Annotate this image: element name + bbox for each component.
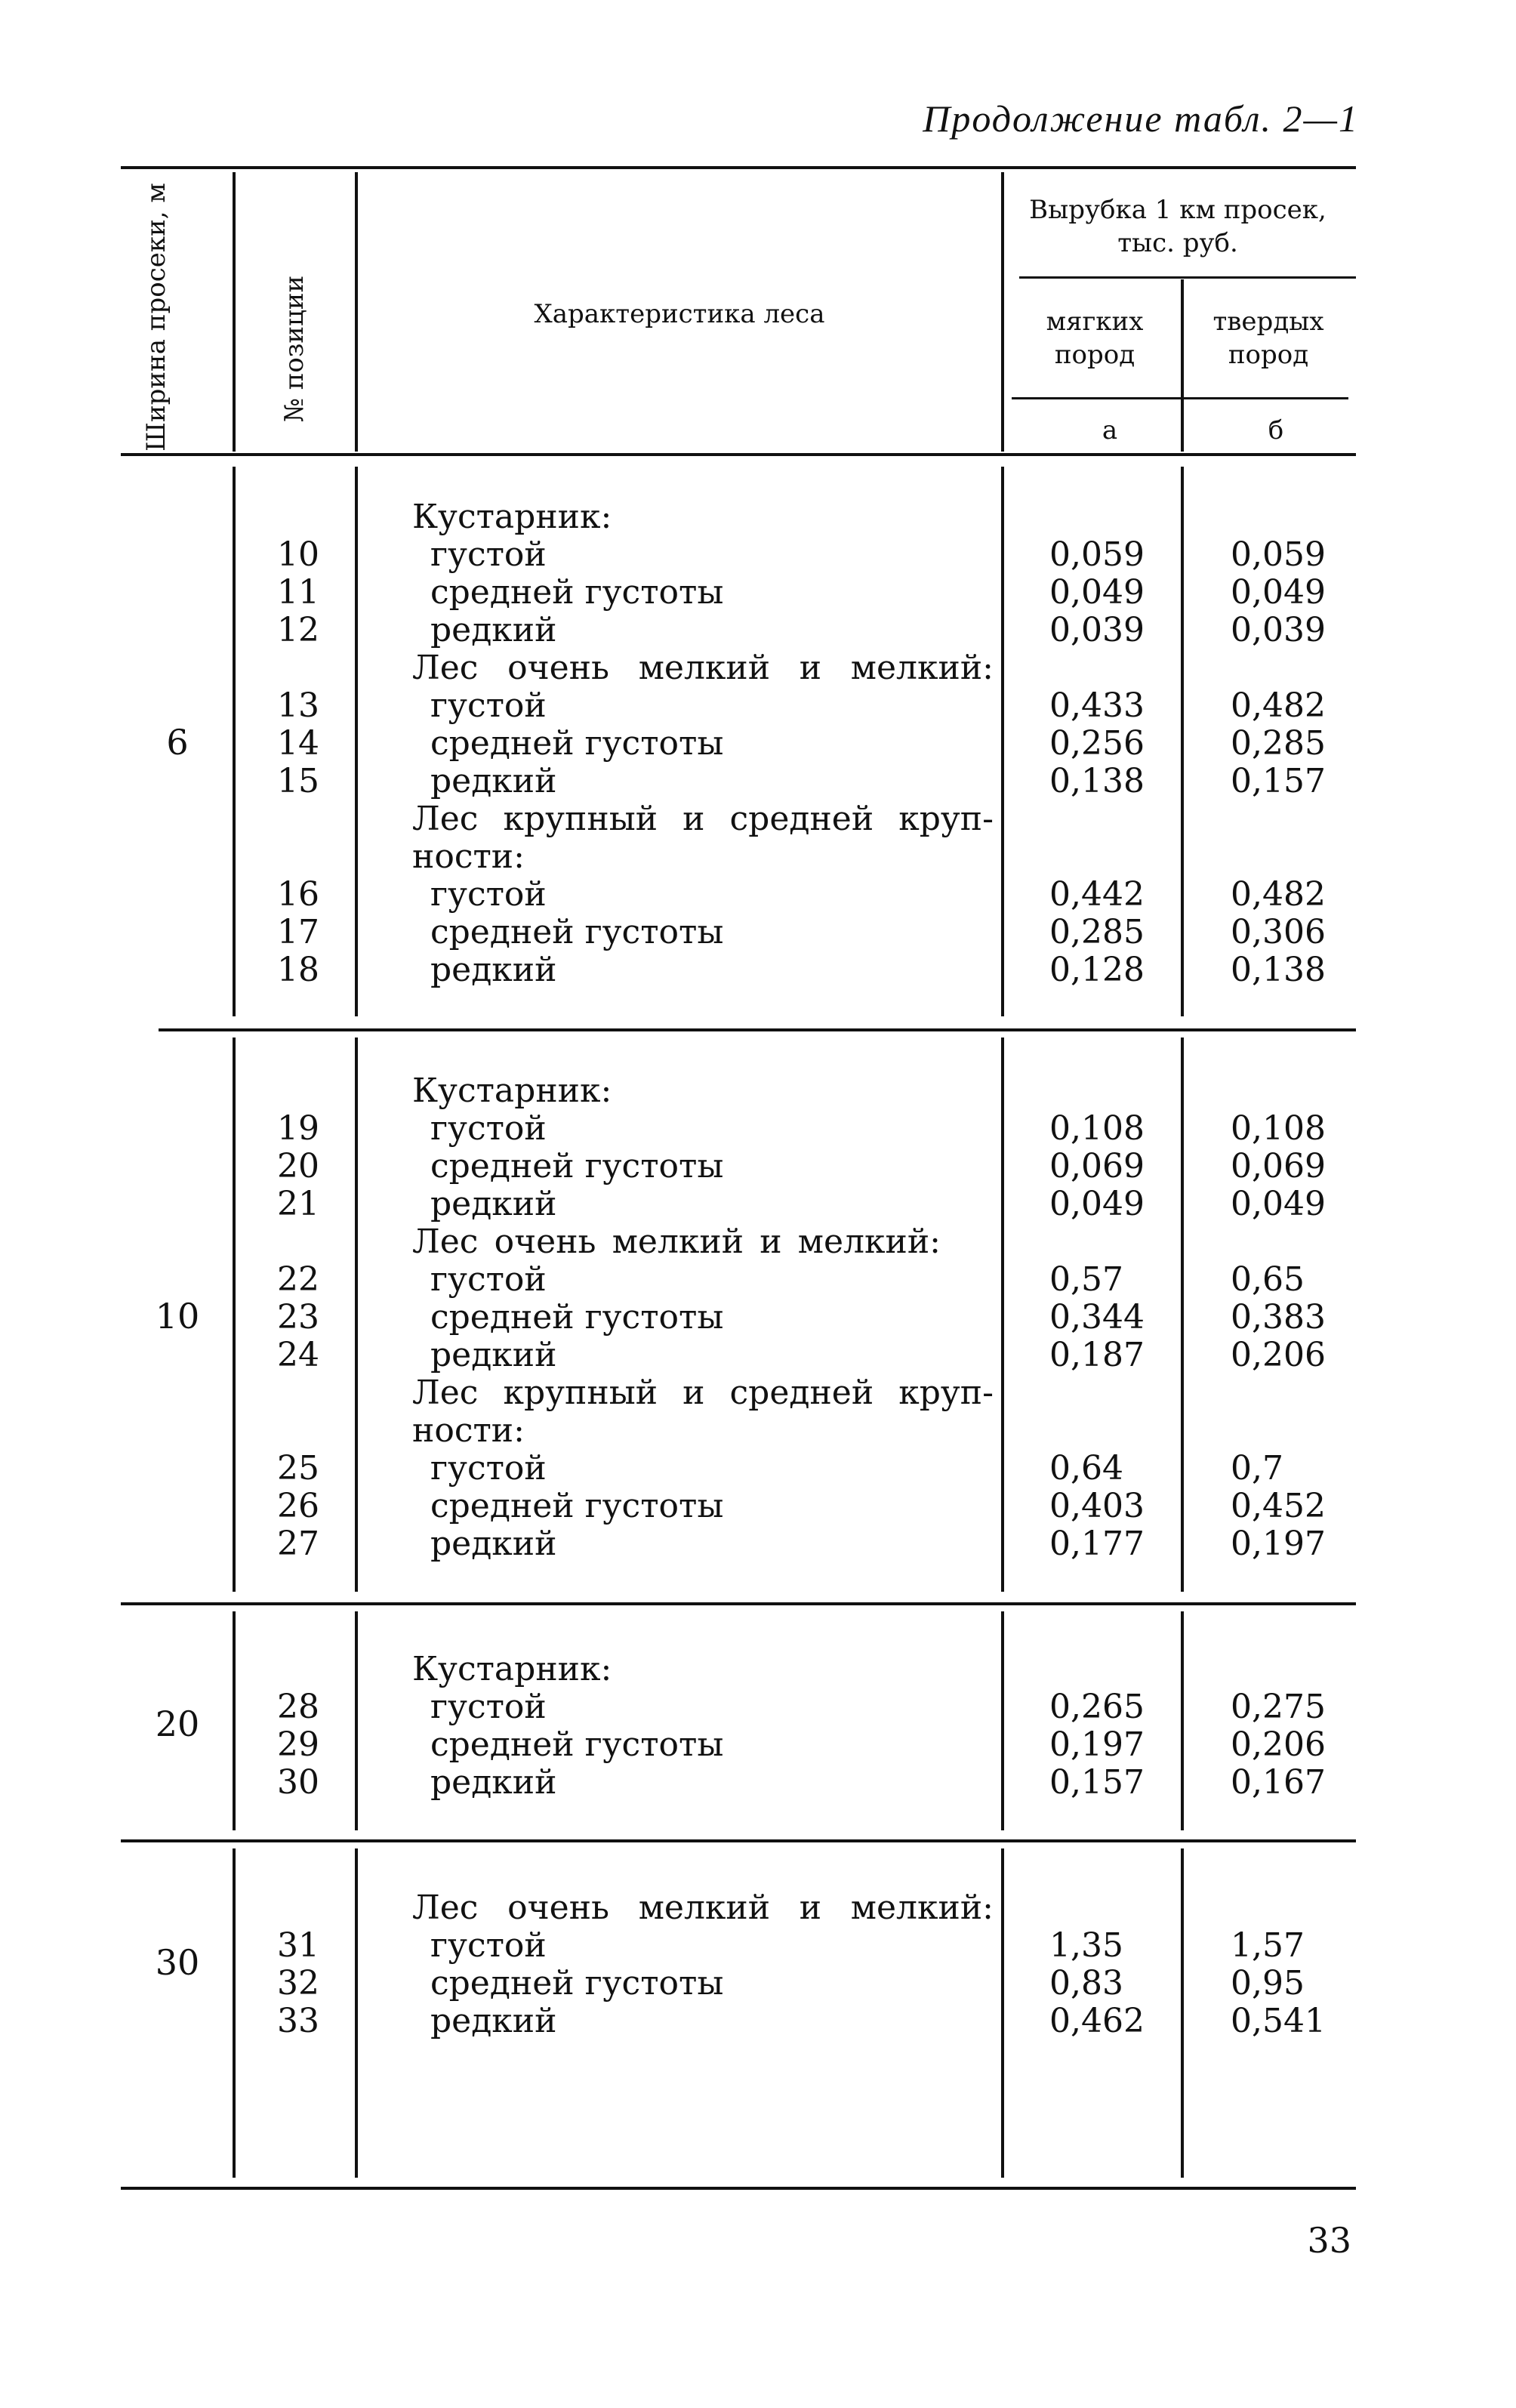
position-number: 28 [277, 1688, 319, 1726]
value-hard: 0,049 [1231, 573, 1326, 612]
rule-group-3-end [121, 1839, 1356, 1842]
position-number: 25 [277, 1449, 319, 1488]
subgroup-heading-cont: ности: [412, 837, 525, 876]
position-number: 27 [277, 1525, 319, 1563]
position-number: 14 [277, 724, 319, 763]
value-hard: 0,452 [1231, 1487, 1326, 1525]
value-hard: 0,306 [1231, 913, 1326, 951]
body-vline-3-g1 [1001, 467, 1004, 1016]
density-label: средней густоты [430, 1147, 724, 1186]
value-hard: 0,167 [1231, 1763, 1326, 1802]
density-label: густой [430, 1688, 547, 1726]
density-label: густой [430, 1926, 547, 1965]
density-label: средней густоты [430, 913, 724, 951]
value-hard: 0,197 [1231, 1525, 1326, 1563]
subgroup-heading-cont: ности: [412, 1411, 525, 1450]
density-label: густой [430, 686, 547, 725]
subgroup-heading: Лес очень мелкий и мелкий: [412, 1222, 941, 1261]
value-soft: 0,83 [1049, 1964, 1123, 2003]
page-number: 33 [1307, 2220, 1351, 2261]
value-soft: 0,265 [1049, 1688, 1145, 1726]
value-soft: 0,128 [1049, 951, 1145, 989]
body-vline-4-g4 [1181, 1848, 1184, 2178]
value-soft: 0,403 [1049, 1487, 1145, 1525]
header-col-a: а [1102, 415, 1118, 446]
position-number: 24 [277, 1336, 319, 1374]
value-soft: 0,64 [1049, 1449, 1123, 1488]
position-number: 20 [277, 1147, 319, 1186]
value-soft: 0,049 [1049, 1185, 1145, 1223]
value-hard: 0,95 [1231, 1964, 1305, 2003]
group-width: 10 [155, 1296, 200, 1337]
position-number: 13 [277, 686, 319, 725]
body-vline-4-g1 [1181, 467, 1184, 1016]
density-label: редкий [430, 1763, 557, 1802]
group-width: 6 [166, 722, 189, 763]
value-hard: 0,383 [1231, 1298, 1326, 1337]
value-hard: 0,65 [1231, 1260, 1305, 1299]
value-soft: 0,442 [1049, 875, 1145, 914]
rule-bottom [121, 2187, 1356, 2190]
subgroup-heading: Лес очень мелкий и мелкий: [412, 649, 994, 687]
subgroup-heading: Лес крупный и средней круп- [412, 1374, 994, 1412]
header-soft: мягких пород [1046, 307, 1144, 370]
density-label: средней густоты [430, 724, 724, 763]
header-col-b: б [1268, 415, 1284, 446]
density-label: средней густоты [430, 1298, 724, 1337]
value-soft: 0,187 [1049, 1336, 1145, 1374]
value-hard: 0,541 [1231, 2002, 1326, 2040]
value-hard: 0,206 [1231, 1336, 1326, 1374]
density-label: средней густоты [430, 573, 724, 612]
position-number: 15 [277, 762, 319, 800]
density-label: редкий [430, 1185, 557, 1223]
position-number: 19 [277, 1109, 319, 1148]
rule-header-mid [1019, 276, 1356, 279]
density-label: средней густоты [430, 1487, 724, 1525]
header-position: № позиции [279, 275, 310, 423]
body-vline-2-g3 [355, 1611, 358, 1830]
subgroup-heading: Лес очень мелкий и мелкий: [412, 1888, 994, 1927]
group-width: 30 [155, 1942, 200, 1983]
subgroup-heading: Лес крупный и средней круп- [412, 800, 994, 838]
group-width: 20 [155, 1703, 200, 1744]
value-hard: 0,049 [1231, 1185, 1326, 1223]
value-hard: 0,482 [1231, 686, 1326, 725]
value-soft: 0,344 [1049, 1298, 1145, 1337]
value-soft: 0,57 [1049, 1260, 1123, 1299]
header-hard: твердых пород [1212, 307, 1324, 370]
value-hard: 0,039 [1231, 611, 1326, 649]
value-soft: 0,049 [1049, 573, 1145, 612]
value-soft: 0,285 [1049, 913, 1145, 951]
body-vline-3-g2 [1001, 1038, 1004, 1592]
value-hard: 0,275 [1231, 1688, 1326, 1726]
value-soft: 0,059 [1049, 535, 1145, 574]
density-label: редкий [430, 1525, 557, 1563]
density-label: густой [430, 875, 547, 914]
position-number: 21 [277, 1185, 319, 1223]
value-hard: 0,069 [1231, 1147, 1326, 1186]
body-vline-2-g1 [355, 467, 358, 1016]
value-hard: 0,285 [1231, 724, 1326, 763]
subgroup-heading: Кустарник: [412, 498, 612, 536]
rule-group-1-end [159, 1028, 1356, 1031]
value-hard: 0,138 [1231, 951, 1326, 989]
value-hard: 0,206 [1231, 1725, 1326, 1764]
position-number: 33 [277, 2002, 319, 2040]
value-hard: 0,157 [1231, 762, 1326, 800]
density-label: густой [430, 1449, 547, 1488]
body-vline-2-g2 [355, 1038, 358, 1592]
value-soft: 0,108 [1049, 1109, 1145, 1148]
value-soft: 0,177 [1049, 1525, 1145, 1563]
rule-header-bottom [121, 453, 1356, 456]
position-number: 10 [277, 535, 319, 574]
value-soft: 0,138 [1049, 762, 1145, 800]
position-number: 30 [277, 1763, 319, 1802]
value-soft: 0,197 [1049, 1725, 1145, 1764]
value-hard: 1,57 [1231, 1926, 1305, 1965]
position-number: 32 [277, 1964, 319, 2003]
value-hard: 0,482 [1231, 875, 1326, 914]
density-label: редкий [430, 2002, 557, 2040]
density-label: средней густоты [430, 1964, 724, 2003]
position-number: 26 [277, 1487, 319, 1525]
density-label: редкий [430, 762, 557, 800]
body-vline-3-g4 [1001, 1848, 1004, 2178]
density-label: редкий [430, 951, 557, 989]
value-soft: 0,069 [1049, 1147, 1145, 1186]
header-vline-1 [233, 172, 236, 452]
header-width: Ширина просеки, м [141, 183, 171, 452]
density-label: редкий [430, 611, 557, 649]
value-soft: 0,157 [1049, 1763, 1145, 1802]
value-hard: 0,059 [1231, 535, 1326, 574]
position-number: 29 [277, 1725, 319, 1764]
value-soft: 0,433 [1049, 686, 1145, 725]
header-cost: Вырубка 1 км просек, тыс. руб. [1029, 195, 1326, 258]
body-vline-2-g4 [355, 1848, 358, 2178]
value-soft: 0,039 [1049, 611, 1145, 649]
value-soft: 1,35 [1049, 1926, 1123, 1965]
rule-group-2-end [121, 1602, 1356, 1605]
density-label: редкий [430, 1336, 557, 1374]
position-number: 17 [277, 913, 319, 951]
rule-top [121, 166, 1356, 169]
rule-header-ab [1012, 397, 1348, 399]
subgroup-heading: Кустарник: [412, 1071, 612, 1110]
body-vline-4-g2 [1181, 1038, 1184, 1592]
density-label: густой [430, 1260, 547, 1299]
header-vline-4 [1181, 279, 1184, 452]
value-hard: 0,7 [1231, 1449, 1283, 1488]
value-soft: 0,256 [1049, 724, 1145, 763]
density-label: густой [430, 1109, 547, 1148]
table-caption: Продолжение табл. 2—1 [923, 97, 1359, 140]
position-number: 22 [277, 1260, 319, 1299]
position-number: 12 [277, 611, 319, 649]
density-label: густой [430, 535, 547, 574]
body-vline-4-g3 [1181, 1611, 1184, 1830]
header-vline-2 [355, 172, 358, 452]
value-soft: 0,462 [1049, 2002, 1145, 2040]
position-number: 18 [277, 951, 319, 989]
density-label: средней густоты [430, 1725, 724, 1764]
value-hard: 0,108 [1231, 1109, 1326, 1148]
body-vline-3-g3 [1001, 1611, 1004, 1830]
position-number: 31 [277, 1926, 319, 1965]
body-vline-1-g4 [233, 1848, 236, 2178]
position-number: 23 [277, 1298, 319, 1337]
header-characteristic: Характеристика леса [534, 299, 825, 329]
position-number: 11 [277, 573, 319, 612]
position-number: 16 [277, 875, 319, 914]
subgroup-heading: Кустарник: [412, 1650, 612, 1688]
